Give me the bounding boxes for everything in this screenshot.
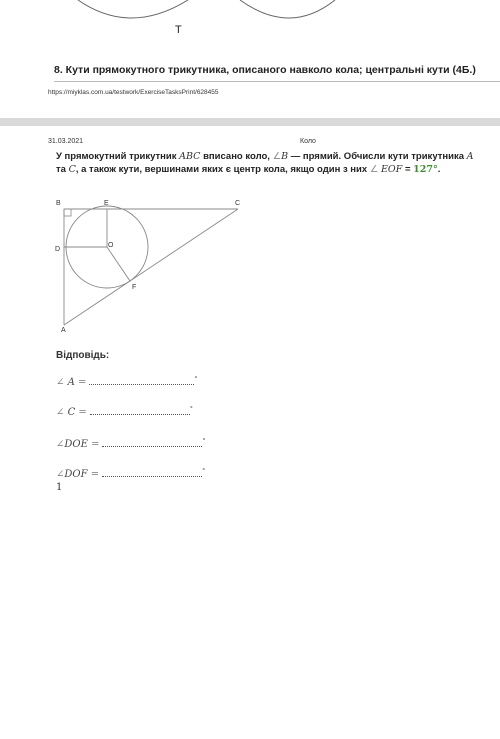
problem-text: . <box>437 164 441 175</box>
answer-row-angle-doe <box>56 438 205 450</box>
previous-figure-arcs <box>0 0 500 40</box>
angle-symbol: ∠ <box>56 407 65 418</box>
vertex-a: A <box>466 151 474 162</box>
topic-label: Коло <box>300 138 316 145</box>
title-divider <box>54 81 500 82</box>
triangle-incircle-figure <box>50 195 260 335</box>
label-d: D <box>55 246 61 253</box>
angle-symbol: ∠ <box>369 164 379 175</box>
degree-symbol: ° <box>189 406 193 413</box>
angle-symbol: ∠ <box>56 377 65 388</box>
degree-symbol: ° <box>194 376 198 383</box>
problem-statement <box>56 150 481 176</box>
print-url: https://miyklas.com.ua/testwork/ExerciseTasksPrint/628455 <box>48 89 219 96</box>
answer-row-angle-a <box>56 376 197 388</box>
print-date: 31.03.2021 <box>48 138 84 145</box>
degree-symbol: ° <box>202 468 206 475</box>
point-label-t: T <box>175 24 182 36</box>
problem-text: — прямий. Обчисли кути трикутника <box>288 151 467 162</box>
side-ac <box>64 209 238 325</box>
angle-b: B <box>281 151 289 162</box>
label-c: C <box>235 200 241 207</box>
answer-input-angle-doe[interactable] <box>102 438 202 447</box>
equals-sign: = <box>78 377 87 388</box>
label-f: F <box>132 284 137 291</box>
angle-symbol: ∠ <box>56 469 65 480</box>
angle-symbol: ∠ <box>272 151 282 162</box>
answer-input-angle-a[interactable] <box>89 376 194 385</box>
angle-symbol: ∠ <box>56 439 65 450</box>
answer-angle-name: C <box>67 407 76 418</box>
equals-sign: = <box>402 164 414 175</box>
answer-input-angle-c[interactable] <box>90 406 190 415</box>
answer-angle-name: DOE <box>64 439 88 450</box>
answer-heading: Відповідь: <box>56 350 110 361</box>
problem-text: вписано коло, <box>200 151 273 162</box>
page-gap <box>0 118 500 126</box>
task-title: 8. Кути прямокутного трикутника, описаного навколо кола; центральні кути (4Б.) <box>54 64 476 76</box>
right-angle-mark <box>64 209 71 216</box>
problem-text: У прямокутний трикутник <box>56 151 180 162</box>
answer-angle-name: A <box>67 377 75 388</box>
radius-of <box>107 247 130 281</box>
problem-text: , а також кути, вершинами яких є центр кола, якщо один з них <box>75 164 370 175</box>
page-number: 1 <box>56 482 63 493</box>
answer-angle-name: DOF <box>64 469 88 480</box>
vertex-c: C <box>68 164 76 175</box>
label-a: A <box>61 327 66 334</box>
answer-input-angle-dof[interactable] <box>102 468 202 477</box>
degree-symbol: ° <box>202 438 206 445</box>
label-e: E <box>104 200 109 207</box>
answer-row-angle-c <box>56 406 193 418</box>
equals-sign: = <box>90 469 100 480</box>
given-angle-value: 127° <box>413 164 438 175</box>
triangle-name: ABC <box>179 151 201 162</box>
problem-text: та <box>56 164 69 175</box>
label-b: B <box>56 200 61 207</box>
equals-sign: = <box>91 439 100 450</box>
label-o: O <box>108 242 114 249</box>
angle-eof: EOF <box>380 164 403 175</box>
answer-row-angle-dof <box>56 468 205 480</box>
equals-sign: = <box>78 407 87 418</box>
previous-page <box>0 0 500 118</box>
